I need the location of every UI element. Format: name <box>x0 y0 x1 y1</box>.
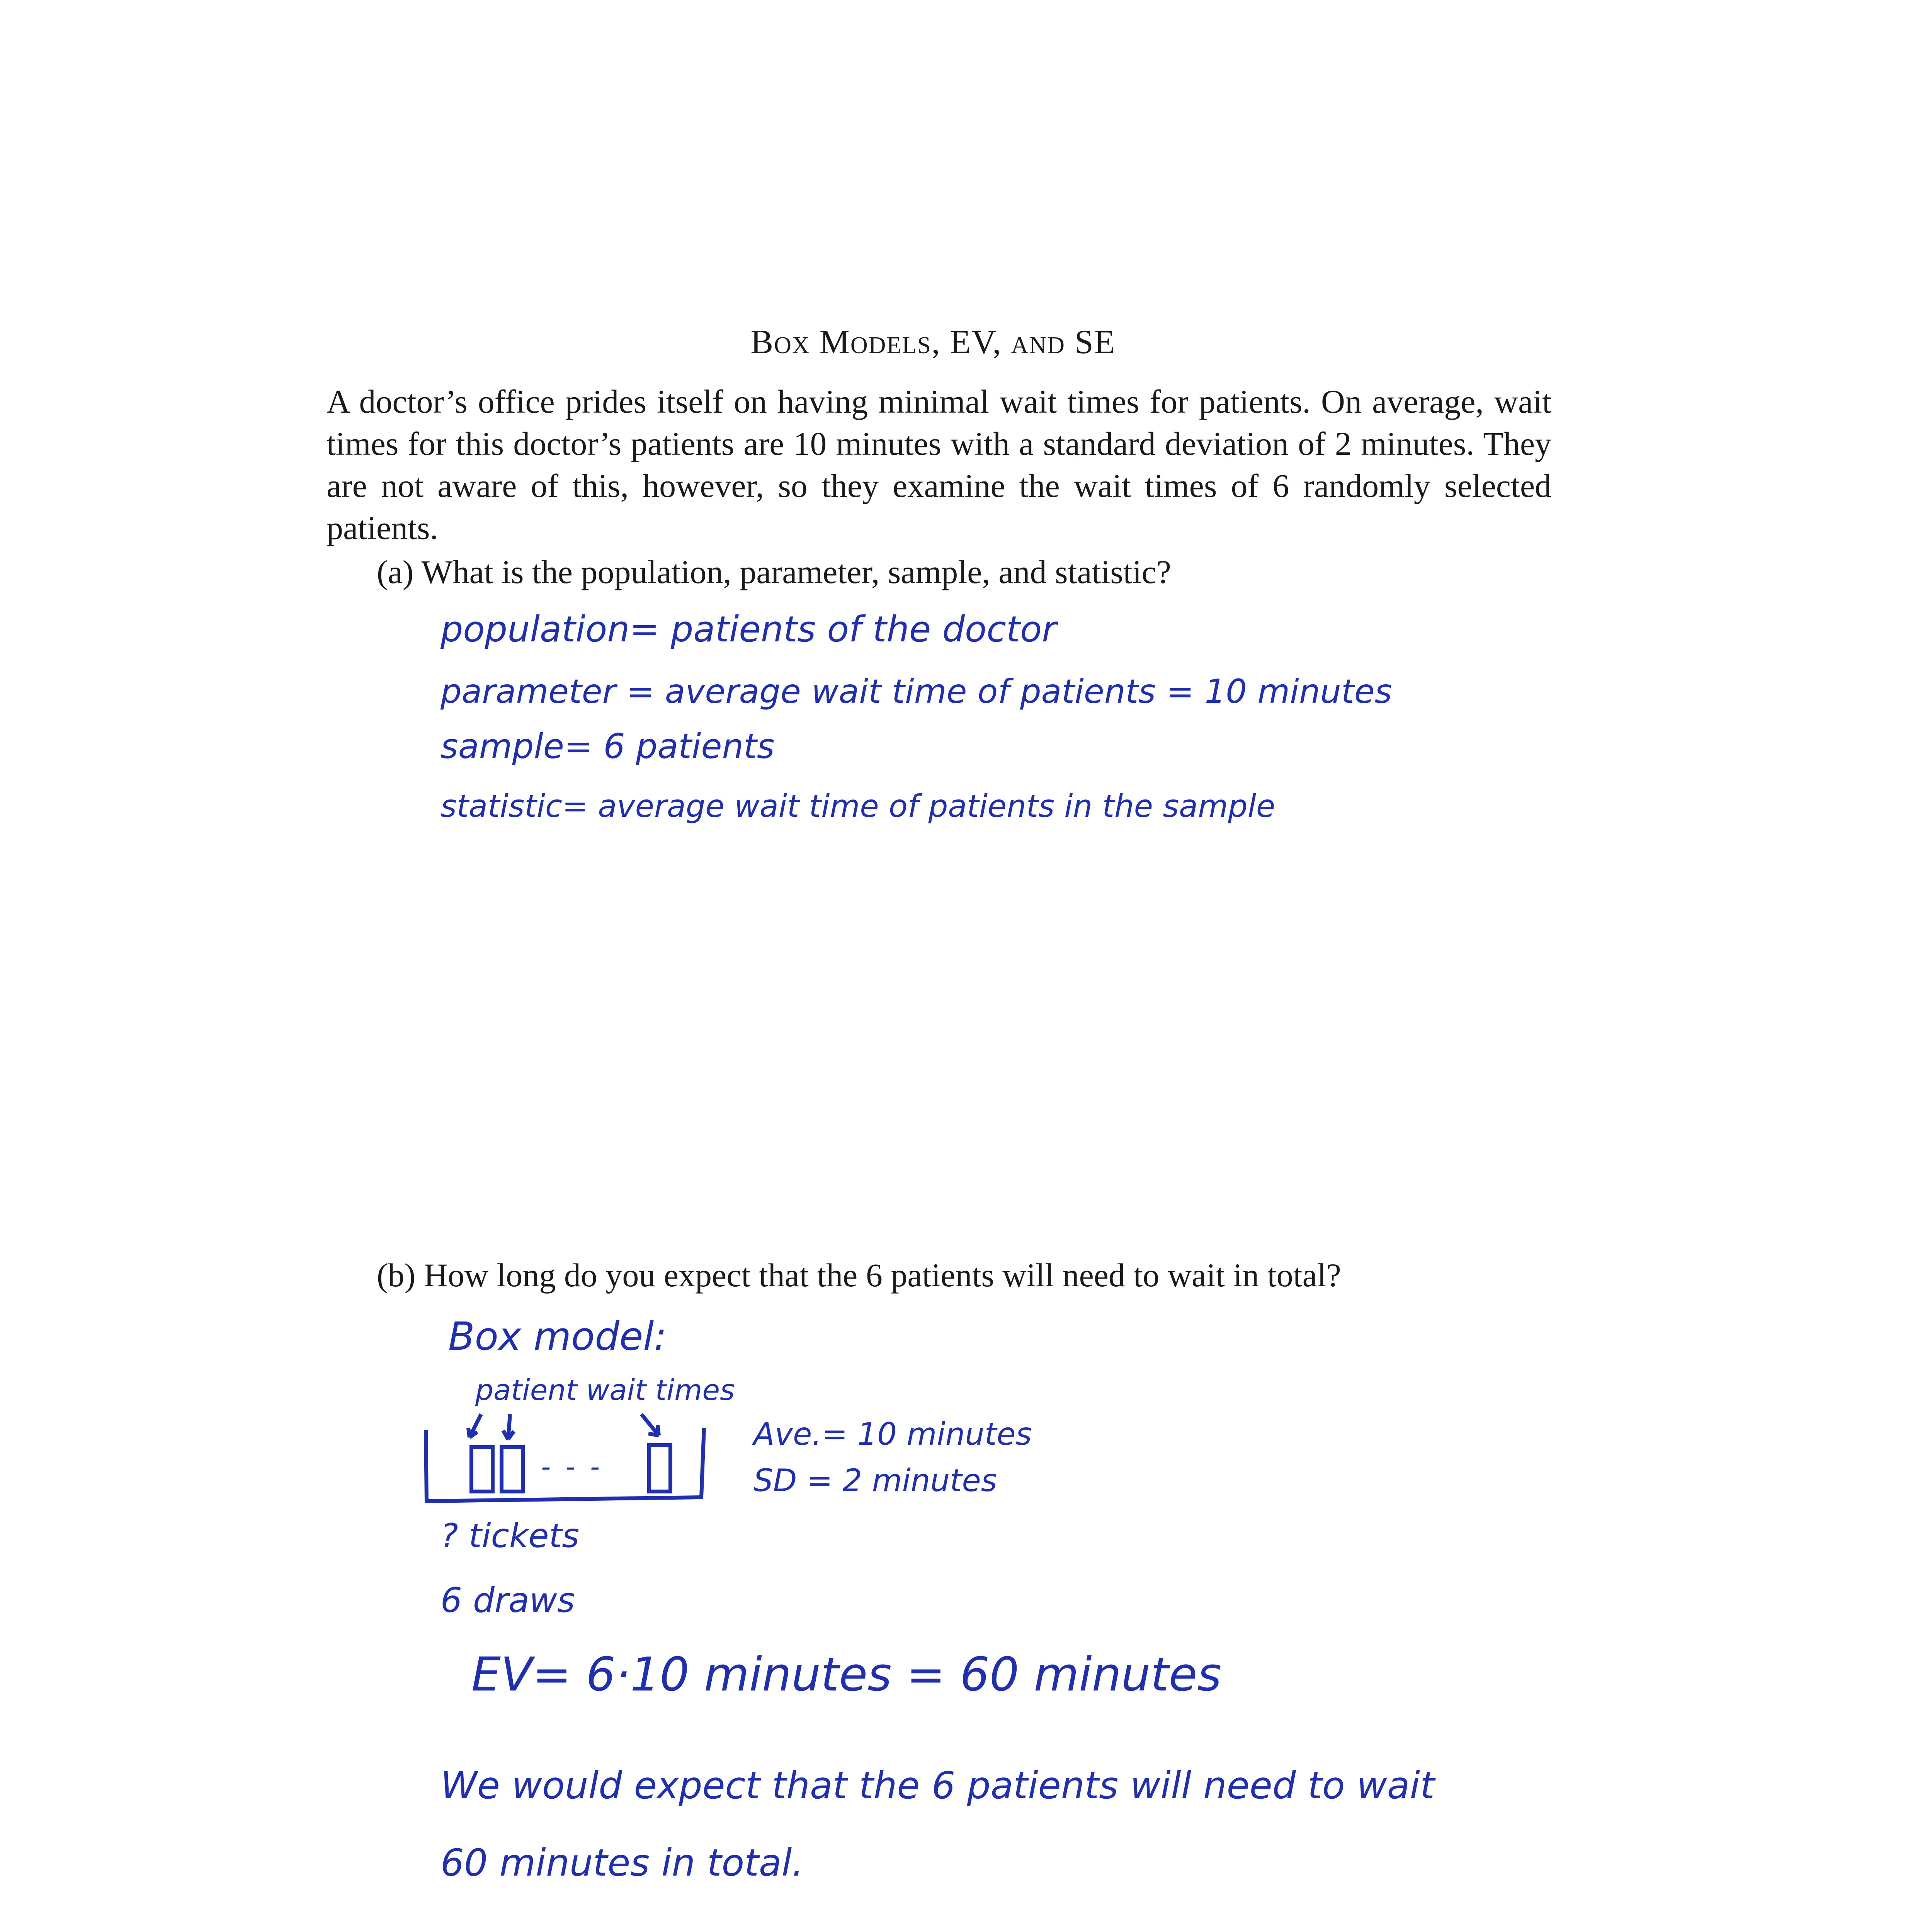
box-sd: SD = 2 minutes <box>753 1463 997 1498</box>
conclusion-line-1: We would expect that the 6 patients will need to wait <box>440 1764 1435 1807</box>
page-title: Box Models, EV, and SE <box>750 323 1116 361</box>
ticket-1 <box>471 1447 493 1492</box>
box-model-heading: Box model: <box>448 1314 667 1359</box>
question-a: (a) What is the population, parameter, sample, and statistic? <box>377 553 1171 590</box>
answer-parameter: parameter = average wait time of patients = 10 minutes <box>440 672 1392 711</box>
expected-value: EV= 6·10 minutes = 60 minutes <box>471 1648 1222 1702</box>
box-label: patient wait times <box>475 1374 735 1407</box>
answer-statistic: statistic= average wait time of patients in the sample <box>440 788 1276 824</box>
answer-population: population= patients of the doctor <box>440 609 1057 650</box>
question-b: (b) How long do you expect that the 6 patients will need to wait in total? <box>377 1257 1341 1294</box>
ticket-n <box>649 1445 670 1492</box>
ticket-2 <box>502 1447 523 1492</box>
box-average: Ave.= 10 minutes <box>753 1416 1032 1452</box>
box-arrows <box>468 1414 659 1439</box>
conclusion-line-2: 60 minutes in total. <box>440 1841 804 1884</box>
tickets-count: ? tickets <box>440 1517 580 1555</box>
box-ellipsis: - - - <box>541 1451 603 1483</box>
answer-sample: sample= 6 patients <box>440 726 775 766</box>
draws-count: 6 draws <box>440 1580 575 1620</box>
problem-statement: A doctor’s office prides itself on having minimal wait times for patients. On average, wait times for this doctor’s patients are 10 minutes with a standard deviation of 2 minutes. They are not aware of this, however, so they examine the wait times of 6 randomly selected patients. <box>327 383 1551 546</box>
